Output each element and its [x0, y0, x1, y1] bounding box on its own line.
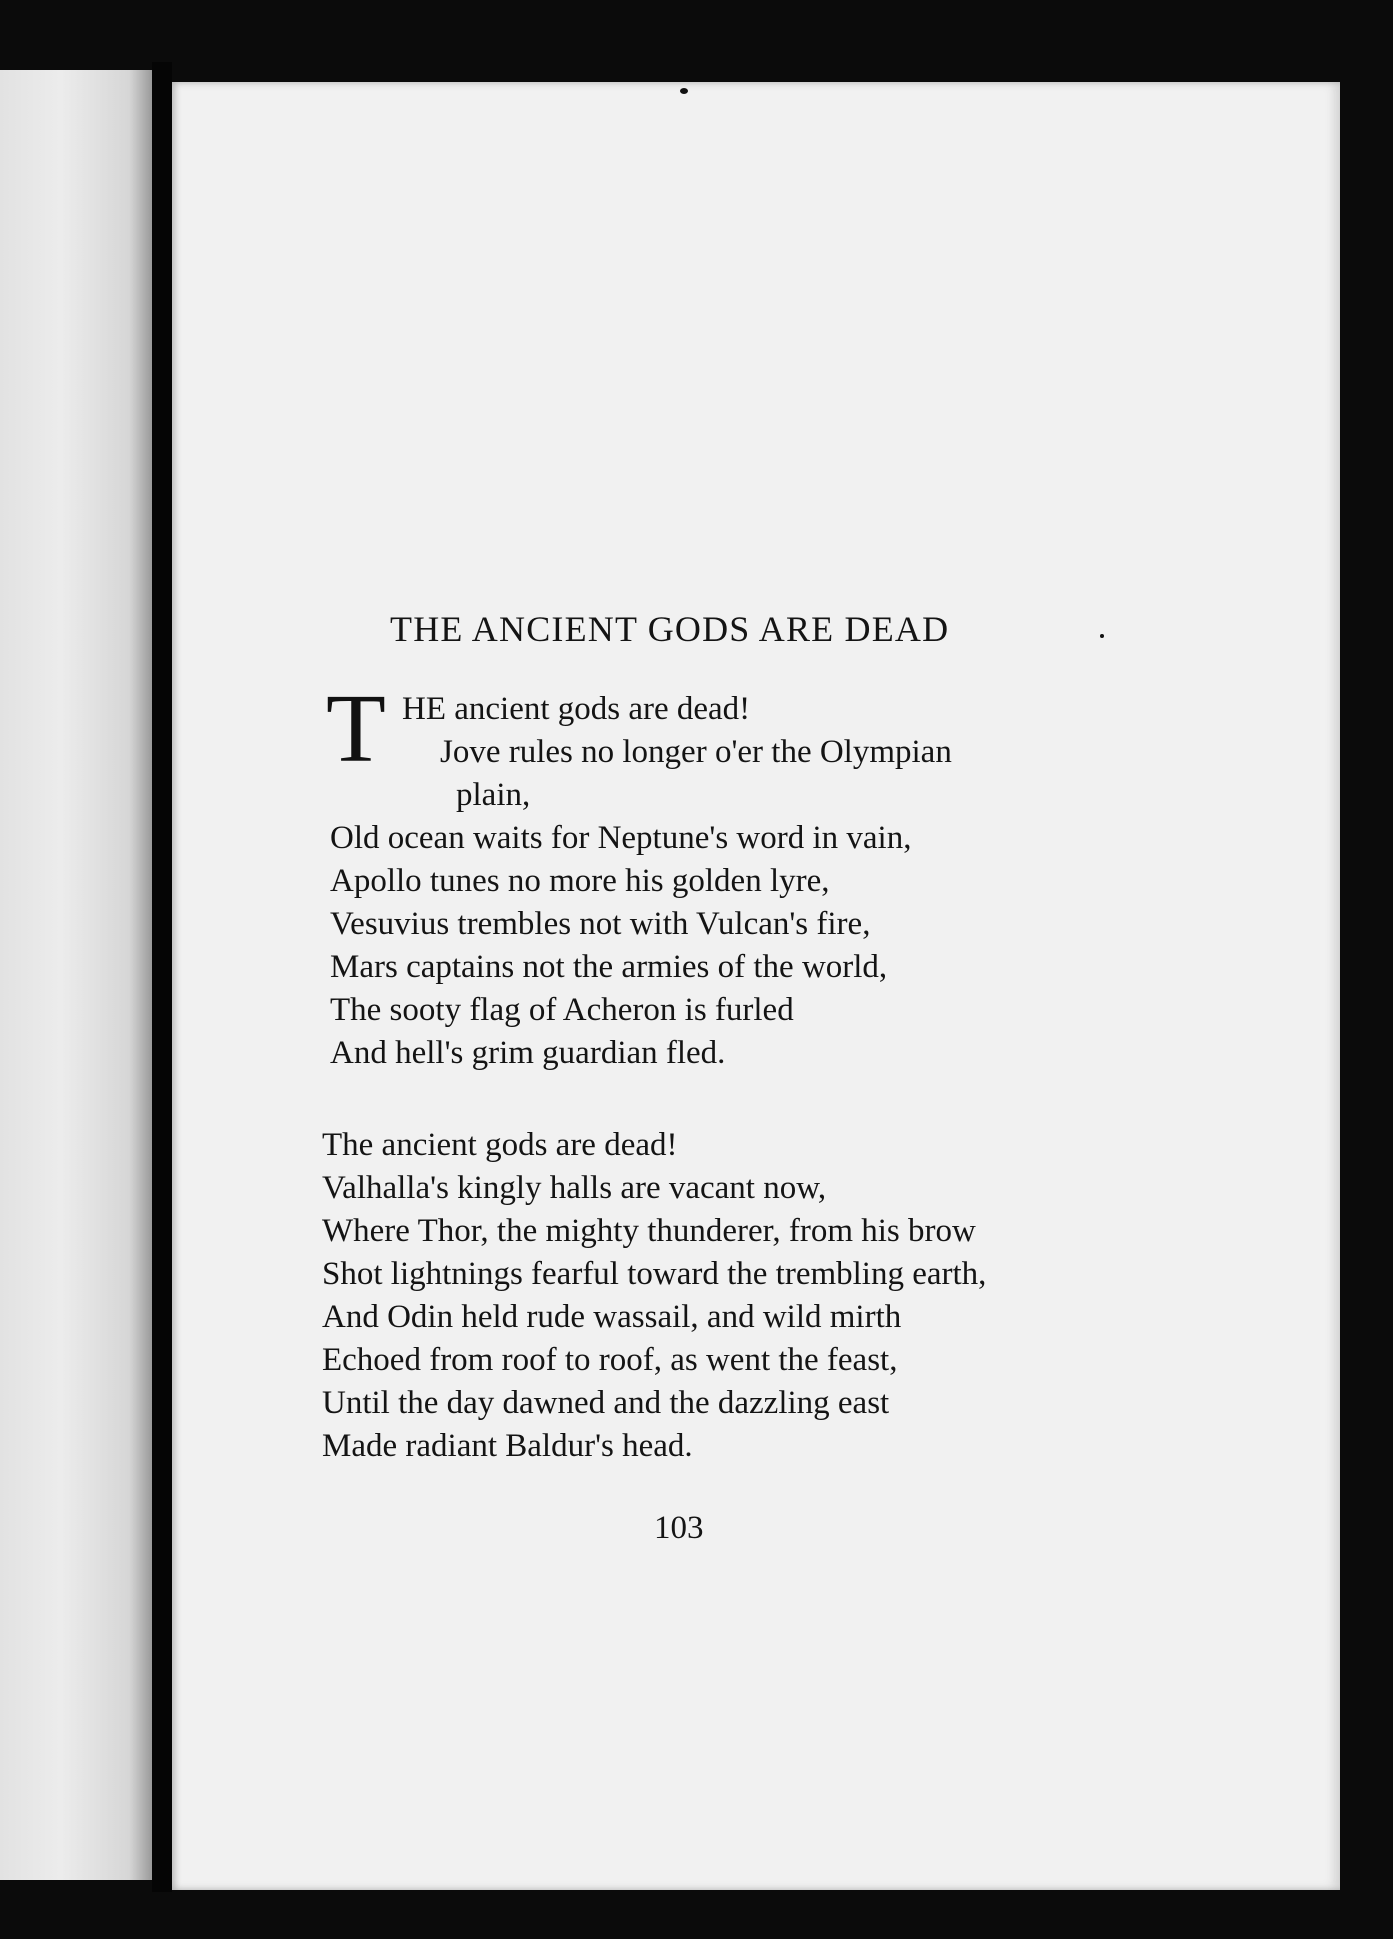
- poem-line: plain,: [456, 777, 531, 813]
- poem-line: Until the day dawned and the dazzling east: [322, 1385, 890, 1421]
- poem-line: Shot lightnings fearful toward the trembling earth,: [322, 1256, 987, 1292]
- stanza-1: [326, 675, 952, 1075]
- poem-line: Echoed from roof to roof, as went the feast,: [322, 1342, 898, 1378]
- ink-speck: [1100, 634, 1104, 638]
- poem-line: The sooty flag of Acheron is furled: [330, 992, 794, 1028]
- left-page-edge: [0, 70, 152, 1880]
- poem-line: Valhalla's kingly halls are vacant now,: [322, 1170, 827, 1206]
- poem-line: The ancient gods are dead!: [322, 1127, 678, 1163]
- poem-line: Apollo tunes no more his golden lyre,: [330, 863, 830, 899]
- page-number: 103: [654, 1510, 704, 1546]
- poem-line: Made radiant Baldur's head.: [322, 1428, 693, 1464]
- poem-line: Where Thor, the mighty thunderer, from his brow: [322, 1213, 976, 1249]
- poem-line: Old ocean waits for Neptune's word in vain,: [330, 820, 912, 856]
- poem-line: Vesuvius trembles not with Vulcan's fire,: [330, 906, 871, 942]
- ink-speck: [680, 88, 688, 94]
- poem-line: HE ancient gods are dead!: [402, 691, 751, 727]
- poem-title: THE ANCIENT GODS ARE DEAD: [390, 609, 950, 649]
- poem-line: Jove rules no longer o'er the Olympian: [440, 734, 952, 770]
- poem-line: And hell's grim guardian fled.: [330, 1035, 726, 1071]
- book-binding: [152, 62, 172, 1892]
- poem-line: Mars captains not the armies of the world,: [330, 949, 888, 985]
- poem-line: And Odin held rude wassail, and wild mirth: [322, 1299, 902, 1335]
- drop-cap: T: [326, 675, 386, 783]
- stanza-2: [322, 1124, 986, 1468]
